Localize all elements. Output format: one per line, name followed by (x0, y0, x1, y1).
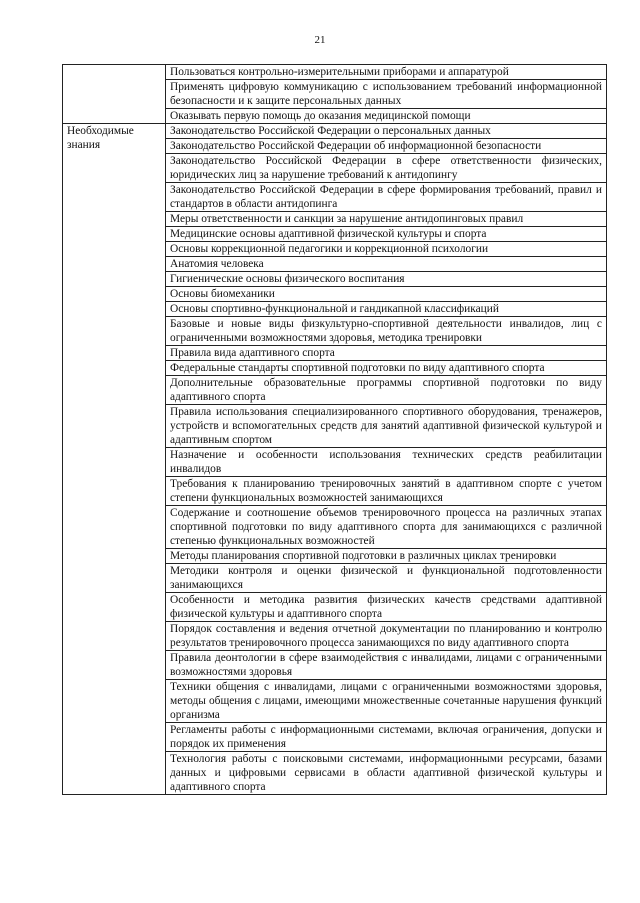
requirement-text: Законодательство Российской Федерации в сфере формирования требований, правил и стандартов в области антидопинга (166, 183, 607, 212)
row-label (63, 65, 166, 124)
requirement-text: Основы биомеханики (166, 287, 607, 302)
requirement-text: Правила вида адаптивного спорта (166, 346, 607, 361)
table-row (63, 65, 607, 80)
requirement-text: Особенности и методика развития физических качеств средствами адаптивной физической культуры и адаптивного спорта (166, 593, 607, 622)
table-row (63, 124, 607, 139)
requirement-text: Порядок составления и ведения отчетной документации по планированию и контролю результатов тренировочного процесса занимающихся по виду адаптивного спорта (166, 622, 607, 651)
requirement-text: Меры ответственности и санкции за нарушение антидопинговых правил (166, 212, 607, 227)
requirement-text: Основы коррекционной педагогики и коррекционной психологии (166, 242, 607, 257)
requirement-text: Регламенты работы с информационными системами, включая ограничения, допуски и порядок их применения (166, 723, 607, 752)
page-number: 21 (314, 34, 326, 46)
requirement-text: Базовые и новые виды физкультурно-спортивной деятельности инвалидов, лиц с ограниченными возможностями здоровья, методика тренировки (166, 317, 607, 346)
requirement-text: Технология работы с поисковыми системами, информационными ресурсами, базами данных и цифровыми сервисами в области адаптивной физической культуры и адаптивного спорта (166, 752, 607, 795)
requirement-text: Назначение и особенности использования технических средств реабилитации инвалидов (166, 448, 607, 477)
requirement-text: Применять цифровую коммуникацию с использованием требований информационной безопасности и к защите персональных данных (166, 80, 607, 109)
requirement-text: Методы планирования спортивной подготовки в различных циклах тренировки (166, 549, 607, 564)
requirement-text: Оказывать первую помощь до оказания медицинской помощи (166, 109, 607, 124)
requirement-text: Федеральные стандарты спортивной подготовки по виду адаптивного спорта (166, 361, 607, 376)
row-label: Необходимые знания (63, 124, 166, 795)
requirement-text: Основы спортивно-функциональной и гандикапной классификаций (166, 302, 607, 317)
requirement-text: Законодательство Российской Федерации об информационной безопасности (166, 139, 607, 154)
requirements-table (62, 64, 607, 795)
requirement-text: Содержание и соотношение объемов тренировочного процесса на различных этапах спортивной подготовки по виду адаптивного спорта для занимающихся с различной степенью функциональных возможностей (166, 506, 607, 549)
requirement-text: Техники общения с инвалидами, лицами с ограниченными возможностями здоровья, методы общения с лицами, имеющими множественные сочетанные нарушения функций организма (166, 680, 607, 723)
requirement-text: Правила деонтологии в сфере взаимодействия с инвалидами, лицами с ограниченными возможностями здоровья (166, 651, 607, 680)
requirement-text: Пользоваться контрольно-измерительными приборами и аппаратурой (166, 65, 607, 80)
requirement-text: Методики контроля и оценки физической и функциональной подготовленности занимающихся (166, 564, 607, 593)
requirement-text: Правила использования специализированного спортивного оборудования, тренажеров, устройств и вспомогательных средств для занятий адаптивной физической культурой и адаптивным спортом (166, 405, 607, 448)
requirement-text: Анатомия человека (166, 257, 607, 272)
requirement-text: Законодательство Российской Федерации о персональных данных (166, 124, 607, 139)
requirement-text: Медицинские основы адаптивной физической культуры и спорта (166, 227, 607, 242)
requirement-text: Дополнительные образовательные программы спортивной подготовки по виду адаптивного спорта (166, 376, 607, 405)
requirement-text: Требования к планированию тренировочных занятий в адаптивном спорте с учетом степени функциональных возможностей занимающихся (166, 477, 607, 506)
requirement-text: Законодательство Российской Федерации в сфере ответственности физических, юридических лиц за нарушение требований к антидопингу (166, 154, 607, 183)
requirement-text: Гигиенические основы физического воспитания (166, 272, 607, 287)
